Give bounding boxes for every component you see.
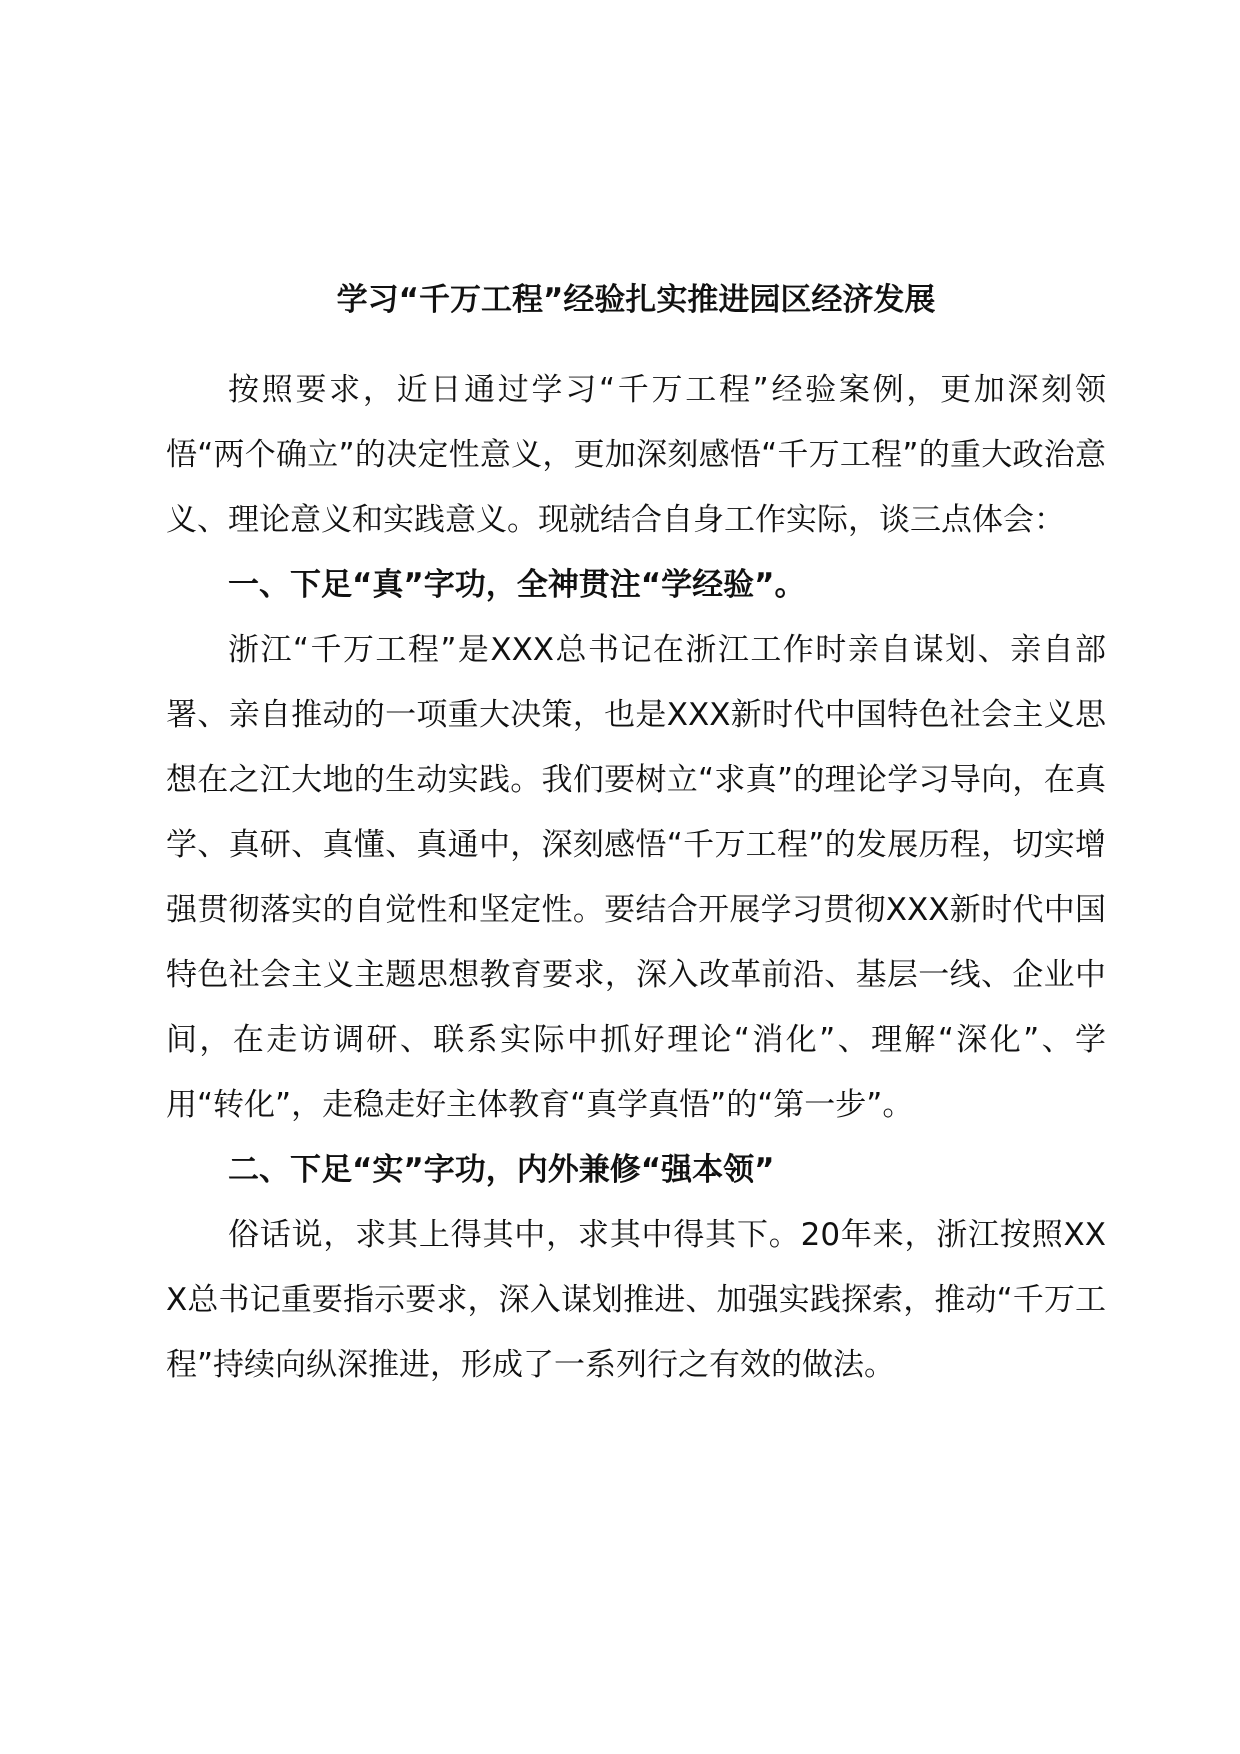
- document-body: [166, 268, 1106, 1398]
- paragraph-intro: 按照要求，近日通过学习“千万工程”经验案例，更加深刻领悟“两个确立”的决定性意义，更加深刻感悟“千万工程”的重大政治意义、理论意义和实践意义。现就结合自身工作实际，谈三点体会：: [166, 372, 1106, 538]
- document-title: 学习“千万工程”经验扎实推进园区经济发展: [336, 282, 936, 318]
- section-heading-1: 一、下足“真”字功，全神贯注“学经验”。: [228, 567, 806, 603]
- paragraph-section-2: 俗话说，求其上得其中，求其中得其下。20年来，浙江按照XXX总书记重要指示要求，深入谋划推进、加强实践探索，推动“千万工程”持续向纵深推进，形成了一系列行之有效的做法。: [166, 1217, 1106, 1383]
- section-heading-2: 二、下足“实”字功，内外兼修“强本领”: [228, 1152, 775, 1188]
- paragraph-section-1: 浙江“千万工程”是XXX总书记在浙江工作时亲自谋划、亲自部署、亲自推动的一项重大决策，也是XXX新时代中国特色社会主义思想在之江大地的生动实践。我们要树立“求真”的理论学习导向，在真学、真研、真懂、真通中，深刻感悟“千万工程”的发展历程，切实增强贯彻落实的自觉性和坚定性。要结合开展学习贯彻XXX新时代中国特色社会主义主题思想教育要求，深入改革前沿、基层一线、企业中间，在走访调研、联系实际中抓好理论“消化”、理解“深化”、学用“转化”，走稳走好主体教育“真学真悟”的“第一步”。: [166, 632, 1106, 1123]
